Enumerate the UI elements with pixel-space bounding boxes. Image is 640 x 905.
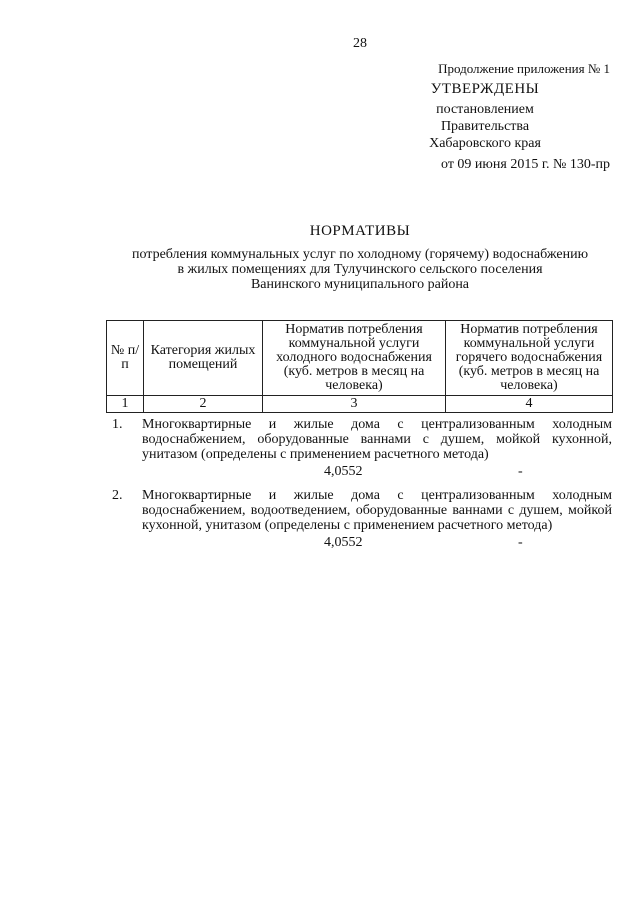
header-num: № п/п (107, 321, 144, 396)
page-number: 28 (353, 36, 367, 51)
entry-description: Многоквартирные и жилые дома с централизованным холодным водоснабжением, оборудованные ваннами с душем, мойкой кухонной, унитазом (определены с применением расчетного метода) (142, 417, 612, 462)
index-cell: 4 (446, 396, 613, 413)
title-line: в жилых помещениях для Тулучинского сельского поселения (177, 262, 543, 277)
hot-water-value: - (518, 464, 523, 479)
document-title (100, 224, 620, 292)
title-main: НОРМАТИВЫ (309, 223, 411, 239)
cold-water-value: 4,0552 (324, 535, 363, 550)
approved-heading: УТВЕРЖДЕНЫ (430, 81, 540, 97)
approval-stamp (360, 60, 610, 173)
header-category: Категория жилых помещений (144, 321, 263, 396)
header-cold-water: Норматив потребления коммунальной услуги холодного водоснабжения (куб. метров в месяц на человека) (263, 321, 446, 396)
entry-number: 1. (112, 417, 123, 432)
entry-description: Многоквартирные и жилые дома с централизованным холодным водоснабжением, водоотведением, оборудованные ваннами с душем, мойкой кухонной, унитазом (определены с применением расчетного метода) (142, 488, 612, 533)
norms-entries (112, 417, 612, 559)
list-item (112, 417, 612, 480)
norms-table (106, 320, 613, 413)
title-line: потребления коммунальных услуг по холодному (горячему) водоснабжению (131, 247, 589, 262)
header-hot-water: Норматив потребления коммунальной услуги горячего водоснабжения (куб. метров в месяц на человека) (446, 321, 613, 396)
title-line: Ванинского муниципального района (250, 277, 470, 292)
entry-number: 2. (112, 488, 123, 503)
table-header-row (107, 321, 613, 396)
index-cell: 3 (263, 396, 446, 413)
table-index-row (107, 396, 613, 413)
approval-date: от 09 июня 2015 г. № 130-пр (441, 157, 610, 172)
index-cell: 1 (107, 396, 144, 413)
cold-water-value: 4,0552 (324, 464, 363, 479)
list-item (112, 488, 612, 551)
approval-line: Правительства (440, 119, 530, 134)
appendix-continuation: Продолжение приложения № 1 (438, 61, 610, 76)
index-cell: 2 (144, 396, 263, 413)
hot-water-value: - (518, 535, 523, 550)
approval-line: постановлением (436, 102, 534, 117)
approval-line: Хабаровского края (429, 136, 541, 151)
